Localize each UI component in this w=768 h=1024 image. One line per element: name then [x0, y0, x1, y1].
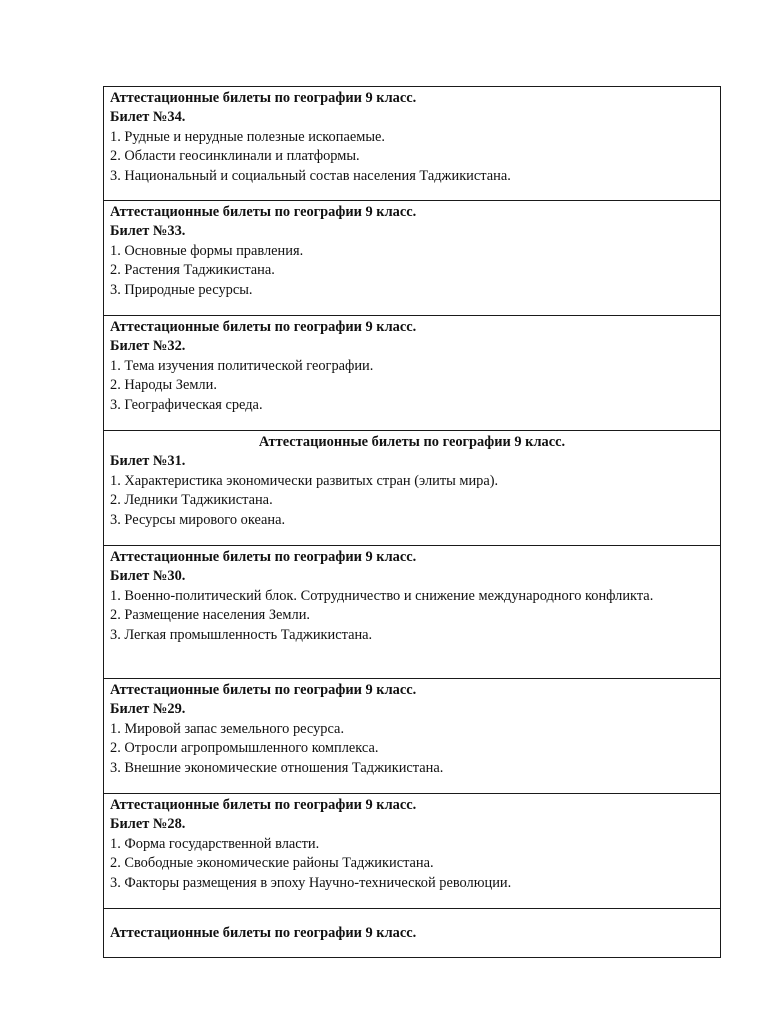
ticket-header: Аттестационные билеты по географии 9 класс. [110, 204, 417, 220]
ticket-title: Билет №28. [110, 816, 186, 833]
ticket-question: 3. Легкая промышленность Таджикистана. [110, 626, 373, 643]
ticket-header: Аттестационные билеты по географии 9 класс. [110, 90, 417, 106]
ticket-question: 3. Географическая среда. [110, 396, 263, 413]
ticket-question: 3. Факторы размещения в эпоху Научно-технической революции. [110, 874, 512, 891]
ticket-row [104, 679, 721, 794]
ticket-question: 1. Рудные и нерудные полезные ископаемые. [110, 128, 385, 145]
ticket-cell [104, 909, 721, 958]
ticket-question: 1. Характеристика экономически развитых стран (элиты мира). [110, 472, 499, 489]
ticket-question: 2. Растения Таджикистана. [110, 262, 275, 279]
ticket-cell [104, 679, 721, 794]
ticket-row [104, 909, 721, 958]
ticket-header: Аттестационные билеты по географии 9 класс. [258, 434, 566, 450]
ticket-row [104, 87, 721, 201]
ticket-question: 1. Тема изучения политической географии. [110, 357, 374, 374]
ticket-title: Билет №30. [110, 568, 186, 585]
ticket-title: Билет №34. [110, 109, 186, 126]
tickets-table [103, 86, 721, 958]
ticket-question: 2. Области геосинклинали и платформы. [110, 148, 360, 165]
ticket-cell [104, 431, 721, 546]
ticket-row [104, 201, 721, 316]
ticket-row [104, 546, 721, 679]
ticket-row [104, 431, 721, 546]
ticket-cell [104, 201, 721, 316]
ticket-header: Аттестационные билеты по географии 9 класс. [110, 549, 417, 565]
ticket-question: 2. Народы Земли. [110, 377, 217, 394]
ticket-title: Билет №29. [110, 701, 186, 718]
ticket-row [104, 794, 721, 909]
ticket-question: 1. Форма государственной власти. [110, 835, 320, 852]
ticket-question: 1. Мировой запас земельного ресурса. [110, 720, 345, 737]
ticket-cell [104, 794, 721, 909]
ticket-question: 3. Национальный и социальный состав населения Таджикистана. [110, 167, 511, 184]
ticket-question: 2. Размещение населения Земли. [110, 607, 311, 624]
ticket-header: Аттестационные билеты по географии 9 класс. [110, 797, 417, 813]
ticket-header: Аттестационные билеты по географии 9 класс. [110, 319, 417, 335]
ticket-question: 2. Свободные экономические районы Таджикистана. [110, 855, 434, 872]
ticket-cell [104, 87, 721, 201]
ticket-question: 3. Природные ресурсы. [110, 281, 253, 298]
ticket-row [104, 316, 721, 431]
ticket-title: Билет №33. [110, 223, 186, 240]
ticket-question: 3. Внешние экономические отношения Таджикистана. [110, 759, 444, 776]
ticket-header: Аттестационные билеты по географии 9 класс. [110, 925, 417, 941]
ticket-cell [104, 316, 721, 431]
ticket-header: Аттестационные билеты по географии 9 класс. [110, 682, 417, 698]
ticket-question: 2. Ледники Таджикистана. [110, 492, 273, 509]
ticket-cell [104, 546, 721, 679]
ticket-title: Билет №31. [110, 453, 186, 470]
ticket-question: 1. Военно-политический блок. Сотрудничество и снижение международного конфликта. [110, 587, 654, 604]
ticket-question: 2. Отросли агропромышленного комплекса. [110, 740, 379, 757]
ticket-question: 1. Основные формы правления. [110, 242, 304, 259]
ticket-question: 3. Ресурсы мирового океана. [110, 511, 286, 528]
ticket-title: Билет №32. [110, 338, 186, 355]
